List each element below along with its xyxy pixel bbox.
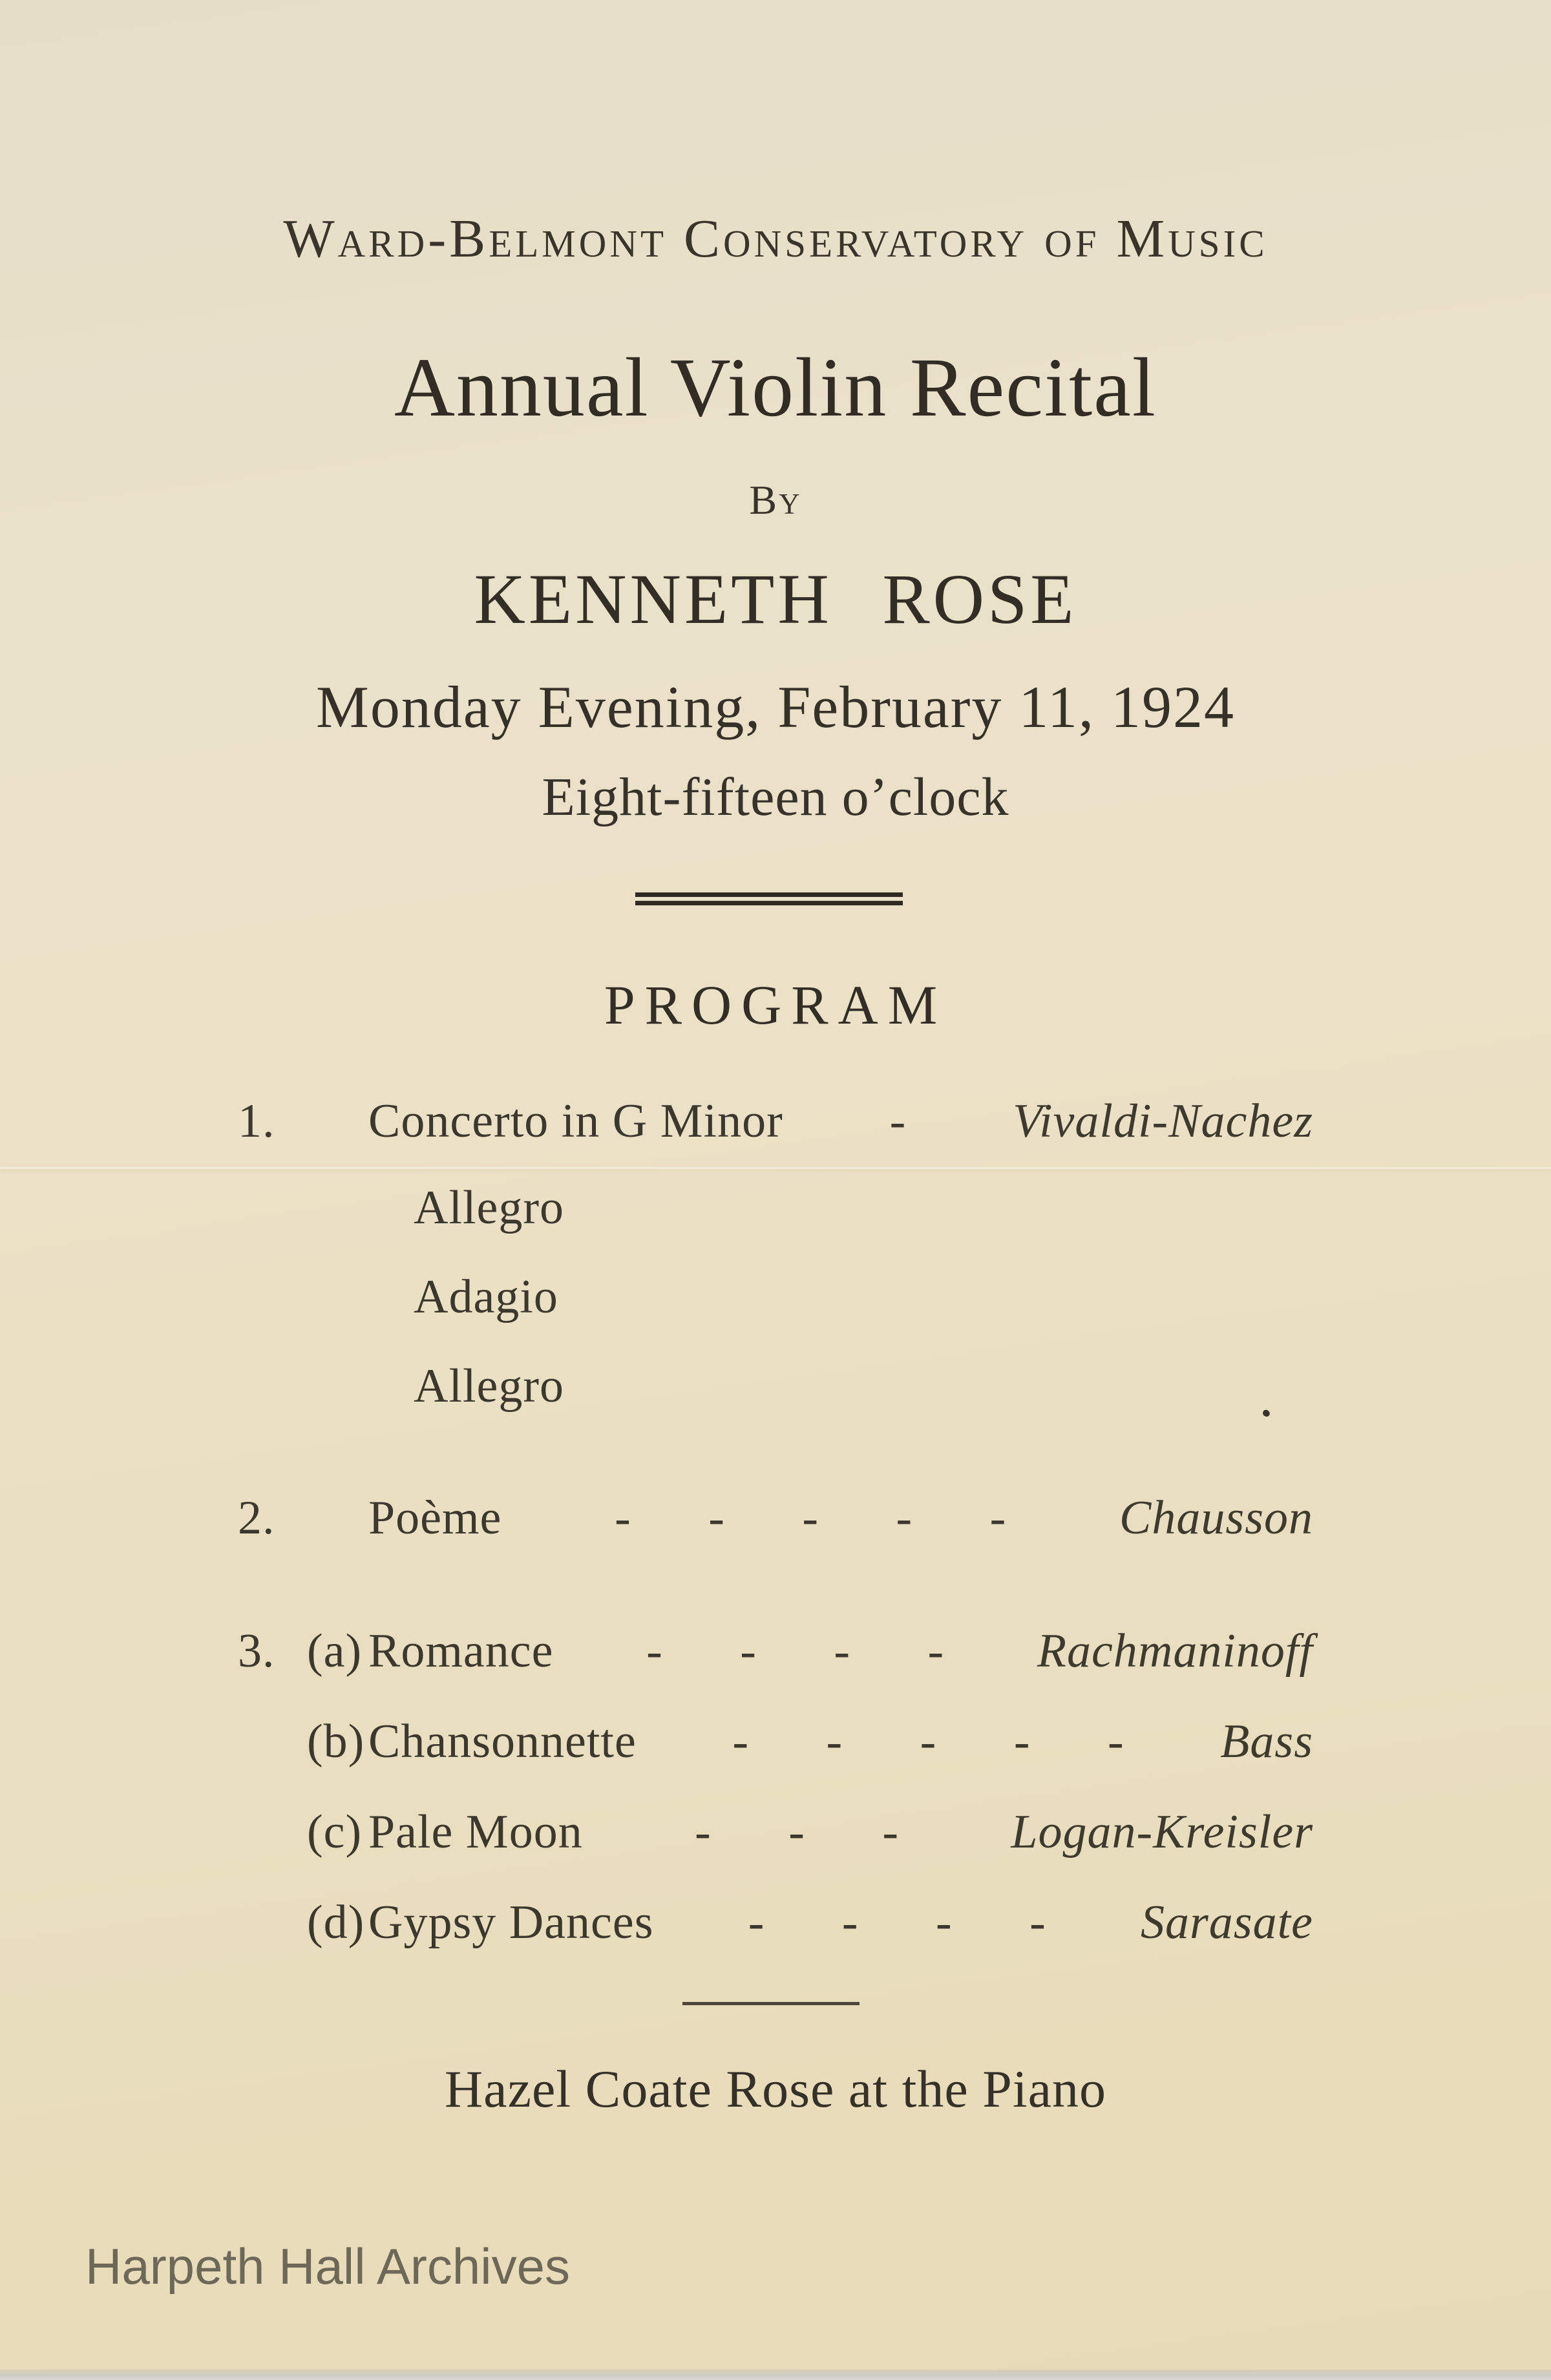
page-title: Annual Violin Recital — [394, 341, 1157, 434]
leader-dashes: - - - - - — [615, 1494, 1007, 1542]
composer-name: Sarasate — [1141, 1896, 1313, 1949]
piece-title: Gypsy Dances — [368, 1896, 654, 1949]
item-number: 3. — [238, 1625, 275, 1678]
program-item-3b — [238, 1715, 1313, 1768]
event-date: Monday Evening, February 11, 1924 — [316, 674, 1235, 740]
thin-rule-divider — [682, 2002, 860, 2005]
composer-name: Vivaldi-Nachez — [1013, 1095, 1313, 1148]
leader-dashes: - - - — [695, 1808, 899, 1856]
paper-bottom-edge — [0, 2370, 1551, 2380]
leader-dashes: - - - - - — [732, 1718, 1124, 1765]
movement-1: Allegro — [414, 1181, 565, 1234]
program-heading: PROGRAM — [604, 974, 947, 1036]
item-letter: (c) — [307, 1806, 363, 1859]
program-item-3a — [238, 1625, 1313, 1678]
program-item-3d — [238, 1896, 1313, 1949]
piece-title: Poème — [368, 1491, 502, 1544]
composer-name: Bass — [1220, 1715, 1313, 1768]
archive-watermark: Harpeth Hall Archives — [85, 2238, 570, 2295]
event-time: Eight-fifteen o’clock — [542, 767, 1009, 827]
program-item-3c — [238, 1806, 1313, 1859]
leader-dashes: - — [889, 1097, 907, 1145]
leader-dashes: - - - - — [748, 1899, 1046, 1946]
leader-dashes: - - - - — [646, 1627, 945, 1675]
item-letter: (a) — [307, 1625, 363, 1678]
program-item-2 — [238, 1491, 1313, 1544]
piece-title: Romance — [368, 1625, 554, 1678]
paper-crease — [0, 1167, 1551, 1169]
composer-name: Chausson — [1119, 1491, 1313, 1544]
by-label: By — [749, 477, 802, 523]
composer-name: Logan-Kreisler — [1011, 1806, 1313, 1859]
composer-name: Rachmaninoff — [1037, 1625, 1313, 1678]
item-number: 2. — [238, 1491, 275, 1544]
item-number: 1. — [238, 1095, 275, 1148]
ink-speck — [1261, 1409, 1271, 1418]
item-letter: (d) — [307, 1896, 365, 1949]
accompanist-line: Hazel Coate Rose at the Piano — [444, 2059, 1107, 2118]
double-rule-divider — [635, 892, 903, 905]
piece-title: Concerto in G Minor — [368, 1095, 783, 1148]
program-item-1 — [238, 1095, 1313, 1148]
performer-name: KENNETH ROSE — [474, 560, 1077, 638]
piece-title: Chansonnette — [368, 1715, 637, 1768]
movement-3: Allegro — [414, 1360, 565, 1413]
institution-name: Ward-Belmont Conservatory of Music — [283, 209, 1268, 269]
item-letter: (b) — [307, 1715, 365, 1768]
piece-title: Pale Moon — [368, 1806, 583, 1859]
movement-2: Adagio — [414, 1270, 558, 1323]
